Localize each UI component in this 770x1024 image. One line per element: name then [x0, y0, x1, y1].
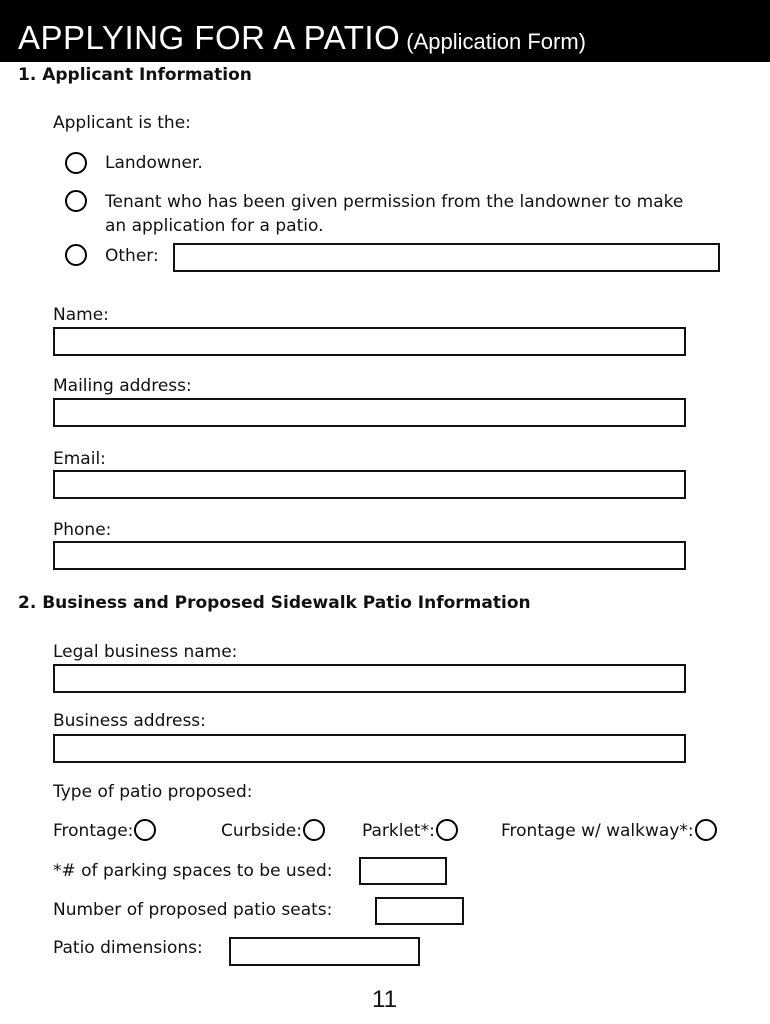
name-label: Name:	[53, 305, 109, 325]
page-header	[0, 0, 770, 62]
patio-seats-field[interactable]	[375, 897, 464, 925]
name-field[interactable]	[53, 327, 686, 356]
patio-type-frontage-walkway	[501, 821, 717, 841]
tenant-label-line2: an application for a patio.	[105, 216, 324, 236]
tenant-radio[interactable]	[65, 190, 87, 212]
page-title	[18, 18, 586, 62]
landowner-radio[interactable]	[65, 152, 87, 174]
phone-field[interactable]	[53, 541, 686, 570]
applicant-is-label: Applicant is the:	[53, 113, 191, 133]
parklet-label: Parklet*:	[362, 821, 435, 841]
patio-dimensions-field[interactable]	[229, 937, 420, 966]
parking-spaces-label: *# of parking spaces to be used:	[53, 861, 333, 881]
frontage-label: Frontage:	[53, 821, 134, 841]
other-label: Other:	[105, 246, 159, 266]
tenant-label-line1: Tenant who has been given permission from the landowner to make	[105, 192, 684, 212]
email-label: Email:	[53, 449, 106, 469]
email-field[interactable]	[53, 470, 686, 499]
patio-type-parklet	[362, 821, 458, 841]
parklet-radio[interactable]	[436, 819, 458, 841]
phone-label: Phone:	[53, 520, 112, 540]
parking-spaces-field[interactable]	[359, 857, 447, 885]
curbside-label: Curbside:	[221, 821, 302, 841]
patio-seats-label: Number of proposed patio seats:	[53, 900, 333, 920]
section-heading-business-information: 2. Business and Proposed Sidewalk Patio Information	[18, 593, 531, 613]
patio-type-frontage	[53, 821, 156, 841]
curbside-radio[interactable]	[303, 819, 325, 841]
landowner-label: Landowner.	[105, 153, 203, 173]
business-address-field[interactable]	[53, 734, 686, 763]
business-address-label: Business address:	[53, 711, 206, 731]
frontage-walkway-radio[interactable]	[695, 819, 717, 841]
other-field[interactable]	[173, 243, 720, 272]
mailing-address-label: Mailing address:	[53, 376, 192, 396]
type-of-patio-label: Type of patio proposed:	[53, 782, 253, 802]
frontage-walkway-label: Frontage w/ walkway*:	[501, 821, 694, 841]
mailing-address-field[interactable]	[53, 398, 686, 427]
page-subtitle: (Application Form)	[406, 29, 586, 54]
other-radio[interactable]	[65, 244, 87, 266]
legal-business-name-label: Legal business name:	[53, 642, 238, 662]
section-heading-applicant-information: 1. Applicant Information	[18, 65, 252, 85]
frontage-radio[interactable]	[134, 819, 156, 841]
patio-dimensions-label: Patio dimensions:	[53, 938, 203, 958]
title-text: APPLYING FOR A PATIO	[18, 19, 401, 56]
legal-business-name-field[interactable]	[53, 664, 686, 693]
page-number: 11	[372, 986, 397, 1013]
patio-type-curbside	[221, 821, 325, 841]
